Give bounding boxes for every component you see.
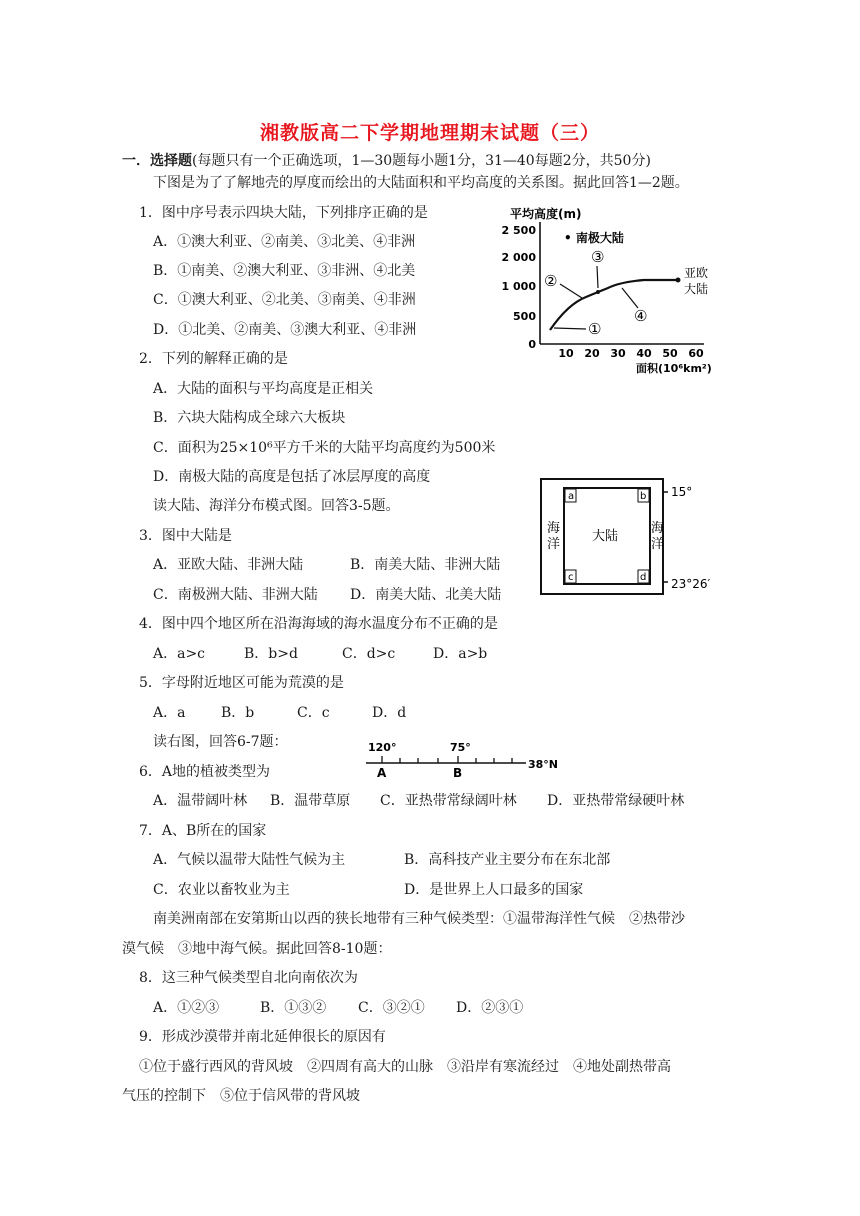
y-tick-1000: 1 000 [501,280,536,293]
question-7-stem: 7．A、B所在的国家 [139,823,267,839]
latitude-2326-label: 23°26′ [671,577,711,591]
x-tick-20: 20 [584,347,600,360]
antarctica-label: • 南极大陆 [564,231,624,245]
question-9-line1: ①位于盛行西风的背风坡 ②四周有高大的山脉 ③沿岸有寒流经过 ④地处副热带高 [139,1059,671,1075]
figure-continent-ocean-model [540,476,730,596]
question-3-stem: 3．图中大陆是 [139,528,232,544]
question-3-option-c: C．南极洲大陆、非洲大陆 [153,587,318,603]
point-a-label: A [377,766,387,780]
question-5-option-b: B．b [221,705,255,721]
eurasia-label-1: 亚欧 [684,266,709,280]
question-8-option-c: C．③②① [358,1000,425,1016]
arrow-3 [597,266,598,288]
question-4-option-b: B．b>d [244,646,298,662]
question-8-option-d: D．②③① [456,1000,524,1016]
question-5-option-c: C．c [297,705,330,721]
intro-q1-2: 下图是为了了解地壳的厚度而绘出的大陆面积和平均高度的关系图。据此回答1—2题。 [153,175,689,191]
arrow-1 [554,328,586,329]
eurasia-point [676,278,681,283]
y-tick-2000: 2 000 [501,251,536,264]
question-1-stem: 1．图中序号表示四块大陆，下列排序正确的是 [139,205,428,221]
intro-q8-10-line1: 南美洲南部在安第斯山以西的狭长地带有三种气候类型：①温带海洋性气候 ②热带沙 [153,911,685,927]
x-tick-10: 10 [558,347,574,360]
section-note: (每题只有一个正确选项，1—30题每小题1分，31—40每题2分，共50分) [192,153,651,169]
marker-1: ① [588,320,602,338]
question-4-option-d: D．a>b [433,646,488,662]
longitude-120-label: 120° [368,741,397,754]
intro-q3-5: 读大陆、海洋分布模式图。回答3-5题。 [153,498,400,514]
left-ocean-char-1: 海 [547,521,561,536]
question-8-stem: 8．这三种气候类型自北向南依次为 [139,970,358,986]
latitude-15-label: 15° [671,485,693,499]
x-tick-50: 50 [662,347,678,360]
question-3-option-b: B．南美大陆、非洲大陆 [350,557,501,573]
question-8-option-a: A．①②③ [153,1000,220,1016]
y-tick-500: 500 [513,310,536,323]
marker-2: ② [544,272,558,290]
question-7-option-b: B．高科技产业主要分布在东北部 [404,852,611,868]
eurasia-label-2: 大陆 [684,282,709,296]
left-ocean-char-2: 洋 [547,537,561,552]
corner-label-c: c [568,572,574,583]
point-3 [596,290,600,294]
point-b-label: B [453,766,463,780]
question-4-option-c: C．d>c [342,646,396,662]
question-5-option-d: D．d [372,705,407,721]
question-7-option-a: A．气候以温带大陆性气候为主 [153,852,346,868]
question-1-option-a: A．①澳大利亚、②南美、③北美、④非洲 [153,234,416,250]
question-9-line2: 气压的控制下 ⑤位于信风带的背风坡 [122,1088,360,1104]
question-7-option-c: C．农业以畜牧业为主 [153,882,290,898]
corner-label-d: d [640,572,647,583]
question-7-option-d: D．是世界上人口最多的国家 [404,882,584,898]
question-2-option-b: B．六块大陆构成全球六大板块 [153,410,346,426]
question-4-option-a: A．a>c [153,646,206,662]
x-tick-40: 40 [636,347,652,360]
marker-3: ③ [591,248,605,266]
right-ocean-char-2: 洋 [651,537,665,552]
question-6-option-a: A．温带阔叶林 [153,793,248,809]
question-6-option-c: C．亚热带常绿阔叶林 [380,793,517,809]
arrow-2 [560,284,582,298]
right-ocean-char-1: 海 [651,521,665,536]
intro-q6-7: 读右图，回答6-7题： [153,734,288,750]
longitude-75-label: 75° [450,741,471,754]
question-6-option-d: D．亚热带常绿硬叶林 [547,793,685,809]
question-6-option-b: B．温带草原 [270,793,351,809]
section-heading [122,152,651,170]
trend-curve [550,280,676,330]
question-3-option-d: D．南美大陆、北美大陆 [350,587,502,603]
question-5-stem: 5．字母附近地区可能为荒漠的是 [139,675,344,691]
section-title: 一．选择题 [122,153,192,169]
chart-ylabel: 平均高度(m) [510,207,582,221]
page-title: 湘教版高二下学期地理期末试题（三） [259,122,600,144]
question-1-option-b: B．①南美、②澳大利亚、③非洲、④北美 [153,263,416,279]
y-tick-2500: 2 500 [501,224,536,237]
figure-area-height-chart [494,200,734,380]
y-tick-0: 0 [528,338,536,351]
figure-latitude-line [360,738,560,780]
question-2-option-d: D．南极大陆的高度是包括了冰层厚度的高度 [153,469,431,485]
question-9-stem: 9．形成沙漠带并南北延伸很长的原因有 [139,1029,386,1045]
corner-label-b: b [640,491,647,502]
corner-label-a: a [568,491,575,502]
question-8-option-b: B．①③② [260,1000,327,1016]
question-2-option-a: A．大陆的面积与平均高度是正相关 [153,381,374,397]
question-2-stem: 2．下列的解释正确的是 [139,351,288,367]
chart-xlabel: 面积(10⁶km²) [636,362,712,375]
x-tick-30: 30 [610,347,626,360]
question-5-option-a: A．a [153,705,186,721]
question-6-stem: 6．A地的植被类型为 [139,764,271,780]
question-2-option-c: C．面积为25×10⁶平方千米的大陆平均高度约为500米 [153,440,496,456]
question-4-stem: 4．图中四个地区所在沿海海域的海水温度分布不正确的是 [139,616,498,632]
marker-4: ④ [634,307,648,325]
question-1-option-c: C．①澳大利亚、②北美、③南美、④非洲 [153,292,416,308]
intro-q8-10-line2: 漠气候 ③地中海气候。据此回答8-10题： [122,941,392,957]
continent-label: 大陆 [592,529,619,544]
question-3-option-a: A．亚欧大陆、非洲大陆 [153,557,304,573]
arrow-4 [622,288,638,308]
latitude-38-label: 38°N [528,758,559,771]
question-1-option-d: D．①北美、②南美、③澳大利亚、④非洲 [153,322,417,338]
x-tick-60: 60 [688,347,704,360]
